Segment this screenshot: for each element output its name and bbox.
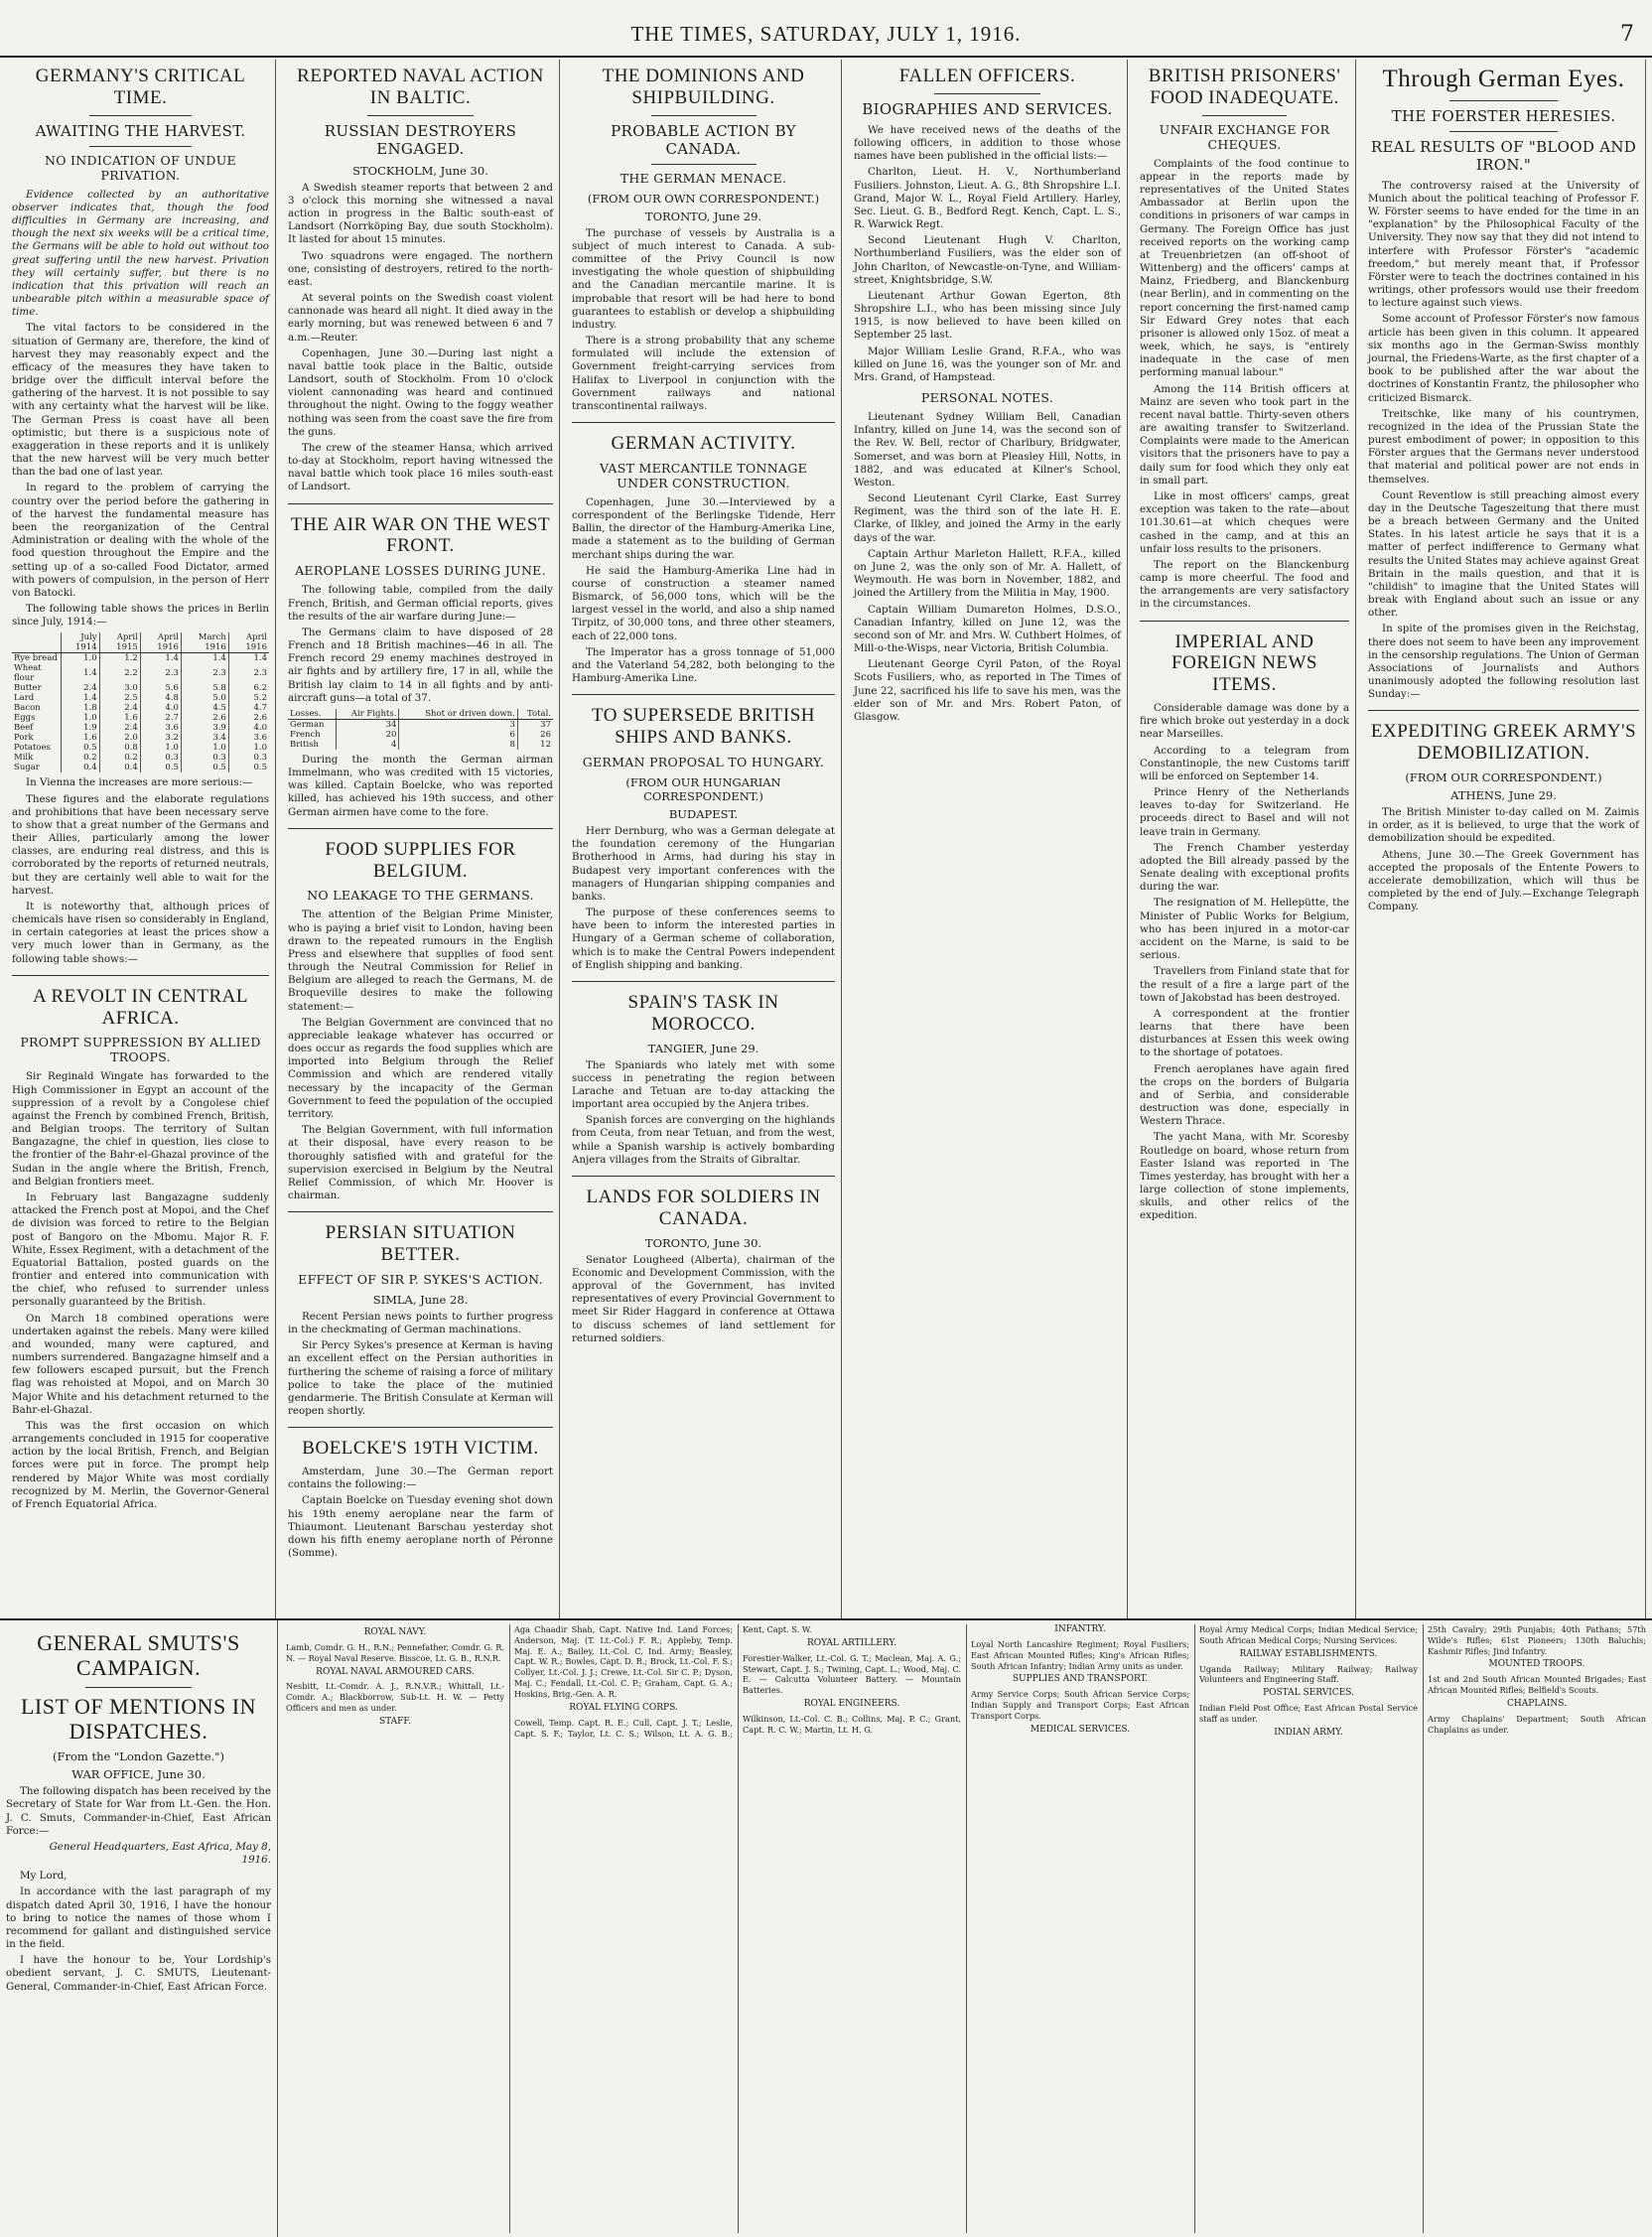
paragraph: In February last Bangazagne suddenly attacked the French post at Mopoi, and the Chef de division was forced to retire to the Belgian post of Bangoro on the Mbomu. Major R. F. White, Essex Regiment, with a detachment of the Equatorial Battalion, posted guards on the frontier and entered into communication with the chief, who refused to surrender unless personally guaranteed by the British. (12, 1191, 269, 1309)
subheadline: GERMAN PROPOSAL TO HUNGARY. (582, 755, 825, 770)
subheadline: PROBABLE ACTION BY CANADA. (611, 121, 796, 158)
subheadline: THE FOERSTER HERESIES. (1391, 106, 1616, 125)
paragraph: Captain Boelcke on Tuesday evening shot down his 19th enemy aeroplane near the farm of Thiaumont. Lieutenant Barschau yesterday shot down his fifth enemy aeroplane north of Péronne (Somme). (288, 1494, 553, 1560)
table-cell: 1.4 (181, 653, 228, 664)
salutation: My Lord, (20, 1870, 68, 1883)
table-cell: 26 (517, 730, 553, 740)
article-air-war (288, 514, 553, 829)
headline: FOOD SUPPLIES FOR BELGIUM. (325, 838, 516, 882)
mentions-section-title: INFANTRY. (1054, 1624, 1106, 1634)
table-cell: Bacon (14, 703, 41, 714)
paragraph: The Imperator has a gross tonnage of 51,000 and the Vaterland 54,282, both belonging to the Hamburg-Amerika Line. (572, 645, 835, 685)
column-5 (1134, 60, 1356, 1618)
masthead (0, 8, 1652, 58)
mentions-section (0, 1618, 1652, 2237)
headline: Through German Eyes. (1382, 66, 1625, 92)
paragraph: In accordance with the last paragraph of my dispatch dated April 30, 1916, I have the honour to bring to notice the names of those whom I recommend for gallant and distinguished service in the field. (6, 1886, 271, 1951)
headline: BOELCKE'S 19TH VICTIM. (302, 1438, 539, 1460)
paragraph: The attention of the Belgian Prime Minister, who is paying a brief visit to London, having been drawn to the repeated rumours in the English Press and elsewhere that supplies of food sent through the Neutral Commission for Relief in Belgium are alleged to reach the Germans, M. de Broqueville desires to make the following statement:— (288, 909, 553, 1013)
paragraph: Among the 114 British officers at Mainz are seven who took part in the recent naval battle. Thirty-seven others are awaiting transfer to Switzerland. Complaints were made to the American visitors that the prisoners have to pay a daily sum for food which they only eat in small part. (1140, 382, 1349, 487)
table-cell: 2.6 (181, 713, 228, 723)
table-cell: 3.2 (140, 733, 181, 743)
subheadline: RUSSIAN DESTROYERS ENGAGED. (324, 121, 517, 158)
dateline: SIMLA, June 28. (372, 1292, 469, 1307)
dateline: BUDAPEST. (668, 807, 739, 822)
table-cell: Pork (14, 733, 34, 744)
table-row (12, 653, 269, 664)
table-cell: 0.5 (62, 743, 99, 753)
mentions-section-title: RAILWAY ESTABLISHMENTS. (1239, 1648, 1378, 1659)
table-cell: 1.2 (99, 653, 140, 664)
headline: PERSIAN SITUATION BETTER. (325, 1222, 516, 1266)
mentions-names: Army Service Corps; South African Service Corps; Indian Supply and Transport Corps; East African Transport Corps. (971, 1689, 1189, 1721)
article-lands-soldiers (572, 1187, 835, 1354)
table-cell: 6 (399, 730, 517, 740)
table-cell: Lard (14, 693, 35, 704)
table-header-cell: Losses. (288, 709, 337, 720)
subheadline: AEROPLANE LOSSES DURING JUNE. (295, 563, 546, 579)
news-item: French aeroplanes have again fired the crops on the borders of Bulgaria and of Serbia, and considerable destruction was done, especially in Western Thrace. (1140, 1062, 1349, 1128)
source-line: (FROM OUR CORRESPONDENT.) (1405, 770, 1602, 785)
table-cell: 3.4 (181, 733, 228, 743)
subheadline: NO INDICATION OF UNDUE PRIVATION. (45, 152, 236, 183)
paragraph: Second Lieutenant Cyril Clarke, East Surrey Regiment, was the third son of the late H. E. Clarke, of Ilkley, and joined the Army in the early days of the war. (854, 492, 1121, 544)
subheadline: AWAITING THE HARVEST. (35, 121, 246, 140)
subheadline: VAST MERCANTILE TONNAGE UNDER CONSTRUCTION. (599, 460, 808, 490)
paragraph: The British Minister to-day called on M. Zaimis in order, as it is believed, to urge that the work of demobilization should be expedited. (1368, 806, 1639, 845)
mentions-names: 1st and 2nd South African Mounted Brigades; East African Mounted Rifles; Belfield's Scouts. (1428, 1674, 1646, 1696)
table-header-cell: Shot or driven down. (399, 709, 517, 720)
paragraph: Complaints of the food continue to appear in the reports made by representatives of the United States Ambassador at Berlin upon the conditions in prisoners of war camps in Germany. The Foreign Office has just received reports on the working camp at Treuenbrietzen (an off-shoot of Wittenberg) and the officers' camps at Mainz, Friedberg, and Blanckenburg (near Berlin), and in commenting on the report concerning the first-named camp Sir Edward Grey notes that each prisoner is allowed only 15oz. of meat a week, which, he says, is "entirely inadequate in the case of men performing manual labour." (1140, 157, 1349, 379)
table-cell: 4.0 (140, 703, 181, 713)
mentions-names: 25th Cavalry; 29th Punjabis; 40th Pathans; 57th Wilde's Rifles; 61st Pioneers; 130th Baluchis; Kashmir Rifles; Jind Infantry. (1428, 1624, 1646, 1656)
table-cell: 6.2 (228, 683, 269, 693)
paragraph: Lieutenant Arthur Gowan Egerton, 8th Shropshire L.I., who has been missing since July 1915, is now believed to have been killed on September 25 last. (854, 289, 1121, 342)
article-food-belgium (288, 839, 553, 1212)
headline: EXPEDITING GREEK ARMY'S DEMOBILIZATION. (1370, 721, 1637, 765)
news-item: The resignation of M. Hellepütte, the Minister of Public Works for Belgium, who has been injured in a motor-car accident on the Marne, is said to be serious. (1140, 897, 1349, 962)
paragraph: Spanish forces are converging on the highlands from Ceuta, from near Tetuan, and from the west, while a Spanish warship is actively bombarding Anjera villages from the Straits of Gibraltar. (572, 1114, 835, 1166)
mentions-section-title: CHAPLAINS. (1507, 1699, 1567, 1710)
table-cell: 1.0 (140, 743, 181, 753)
table-cell: 2.4 (62, 683, 99, 693)
table-cell: 2.0 (99, 733, 140, 743)
mentions-section-title: ROYAL NAVAL ARMOURED CARS. (316, 1666, 475, 1677)
mentions-names: Aga Chaadir Shah, Capt. Native Ind. Land Forces; Anderson, Maj. (T. Lt.-Col.) F. R.; Appleby, Temp. Maj. E. A.; Bailey, Lt.-Col. C. Ind. Army; Beasley, Capt. W. R.; Bowles, Capt. D. R.; Brock, Lt.-Col. F. S.; Collyer, Lt.-Col. J. J.; Crewe, Lt.-Col. Sir C. P.; Dyson, Maj. C.; Fendall, Lt.-Col. C. P.; Graham, Capt. G. A.; Hoskins, Brig.-Gen. A. R. (514, 1624, 733, 1699)
news-item: Considerable damage was done by a fire which broke out yesterday in a dock near Marseilles. (1140, 702, 1349, 741)
paragraph: Count Reventlow is still preaching almost every day in the Deutsche Tageszeitung that there must be a breach between Germany and the United States. In his latest article he says that it is a matter of perfect indifference to Germany what results the United States may achieve against Great Britain in the mails question, and that it is "childish" to imagine that the United States will break with England about such an issue or any other. (1368, 489, 1639, 620)
price-table (12, 632, 269, 772)
paragraph: In regard to the problem of carrying the country over the period before the gathering in of the harvest the fundamental measure has been the reorganization of the Central Administration or dealing with the whole of the food question throughout the Empire and the setting up of a so-called Food Dictator, armed with powers of compulsion, in the person of Herr von Batocki. (12, 482, 269, 599)
table-cell: 5.2 (228, 693, 269, 703)
table-cell: Wheat flour (14, 663, 42, 684)
table-cell: 2.3 (181, 663, 228, 683)
article-through-german-eyes (1368, 66, 1639, 711)
paragraph: This was the first occasion on which arrangements concluded in 1915 for cooperative action by the local British, French, and Belgian forces were put in force. The prompt help rendered by Major White was most cordially recognized by M. Merlin, the Governor-General of French Equatorial Africa. (12, 1419, 269, 1510)
article-revolt-central-africa (12, 986, 269, 1520)
table-cell: 3.0 (99, 683, 140, 693)
headline: GENERAL SMUTS'S CAMPAIGN. (37, 1630, 240, 1681)
headline: GERMANY'S CRITICAL TIME. (35, 66, 246, 108)
news-item: The yacht Mana, with Mr. Scoresby Routledge on board, whose return from Easter Island was reported in The Times yesterday, has brought with her a large collection of stone implements, skulls, and other relics of the expedition. (1140, 1131, 1349, 1222)
smuts-column (0, 1620, 278, 2237)
newspaper-title: THE TIMES, SATURDAY, JULY 1, 1916. (630, 22, 1022, 46)
paragraph: Some account of Professor Förster's now famous article has been given in this column. It appeared six months ago in the German-Swiss monthly journal, the Friedens-Warte, as the first chapter of a book to be published after the war about the doctrines of Konstantin Frantz, the philosopher who criticized Bismarck. (1368, 313, 1639, 404)
paragraph: Captain William Dumareton Holmes, D.S.O., Canadian Infantry, killed on June 12, was the second son of Mr. and Mrs. W. Cuthbert Holmes, of Mill-o-the-Wisps, near Victoria, British Columbia. (854, 603, 1121, 655)
subheadline: EFFECT OF SIR P. SYKES'S ACTION. (298, 1271, 543, 1287)
paragraph: He said the Hamburg-Amerika Line had in course of construction a steamer named Bismarck, of 56,000 tons, which will be the largest vessel in the world, and also a ship named Tirpitz, of 30,000 tons, and three other steamers, each of 22,000 tons. (572, 564, 835, 642)
page-number: 7 (1620, 22, 1634, 47)
article-greek-demobilization (1368, 721, 1639, 922)
mentions-names: Cowell, Temp. Capt. R. E.; Cull, Capt. J. T.; Leslie, Capt. S. F.; Taylor, Lt. C. S.; Wilson, Lt. A. G. B.; Kent, Capt. S. W. (514, 1624, 812, 1739)
table-cell: 3.6 (140, 723, 181, 733)
column-2 (282, 60, 560, 1618)
table-cell: 2.4 (99, 723, 140, 733)
headquarters-line: General Headquarters, East Africa, May 8, 1916. (49, 1840, 271, 1867)
subheadline: REAL RESULTS OF "BLOOD AND IRON." (1370, 137, 1637, 174)
table-cell: 0.5 (140, 763, 181, 772)
mentions-section-title: ROYAL ENGINEERS. (803, 1699, 900, 1710)
paragraph: Lieutenant George Cyril Paton, of the Royal Scots Fusiliers, who, as reported in The Times of June 22, sacrificed his life to save his men, was the elder son of Mr. and Mrs. Robert Paton, of Glasgow. (854, 658, 1121, 723)
paragraph: Major William Leslie Grand, R.F.A., who was killed on June 16, was the younger son of Mr. and Mrs. Grand, of Hampstead. (854, 345, 1121, 383)
paragraph: The following dispatch has been received by the Secretary of State for War from Lt.-Gen. the Hon. J. C. Smuts, Commander-in-Chief, East African Force:— (6, 1785, 271, 1837)
paragraph: Athens, June 30.—The Greek Government has accepted the proposals of the Entente Powers to accelerate demobilization, which will thus be completed by the end of July.—Exchange Telegraph Company. (1368, 848, 1639, 913)
table-row (288, 719, 553, 730)
table-row (12, 753, 269, 763)
paragraph: The purpose of these conferences seems to have been to inform the interested parties in Hungary of a German scheme of collaboration, which is to make the Central Powers independent of English shipping and banking. (572, 907, 835, 971)
column-4 (848, 60, 1128, 1618)
headline: THE AIR WAR ON THE WEST FRONT. (290, 513, 551, 557)
paragraph: Amsterdam, June 30.—The German report contains the following:— (288, 1466, 553, 1491)
article-boelcke (288, 1438, 553, 1569)
source-line: (FROM OUR HUNGARIAN CORRESPONDENT.) (625, 775, 781, 804)
table-cell: 12 (517, 740, 553, 750)
article-germany-critical-time (12, 66, 269, 976)
article-supersede-ships (572, 705, 835, 982)
paragraph: There is a strong probability that any scheme formulated will include the extension of Government freight-carrying services from Halifax to Liverpool in conjunction with the Government railways and national transcontinental railways. (572, 335, 835, 412)
dateline: ATHENS, June 29. (1450, 788, 1557, 803)
subheadline: NO LEAKAGE TO THE GERMANS. (307, 888, 534, 904)
headline: LANDS FOR SOLDIERS IN CANADA. (586, 1186, 821, 1229)
table-header-cell: April 1916 (140, 632, 181, 653)
headline: THE DOMINIONS AND SHIPBUILDING. (602, 66, 805, 108)
mentions-section-title: MEDICAL SERVICES. (1030, 1724, 1131, 1735)
headline: SPAIN'S TASK IN MOROCCO. (627, 991, 779, 1035)
paragraph: The crew of the steamer Hansa, which arrived to-day at Stockholm, report having witnessed the naval battle which took place 16 miles south-east of Landsort. (288, 441, 553, 493)
table-cell: 1.0 (62, 653, 99, 664)
paragraph: Sir Reginald Wingate has forwarded to the High Commissioner in Egypt an account of the suppression of a revolt by a Congolese chief against the French by combined French, British, and Belgian troops. The territory of Sultan Bangazagne, the chief in question, lies close to the frontier of the Bahr-el-Ghazal province of the Sudan in the angle where the British, French, and Belgian frontiers meet. (12, 1070, 269, 1188)
lead-paragraph: Evidence collected by an authoritative observer indicates that, though the food difficulties in Germany are increasing, and though the next six weeks will be a critical time, the Germans will be able to hold out without too great suffering until the new harvest. Privation they will certainly suffer, but there is no indication that this privation will reach an unbearable pitch within a measurable space of time. (12, 188, 269, 319)
headline: TO SUPERSEDE BRITISH SHIPS AND BANKS. (591, 705, 815, 749)
paragraph: These figures and the elaborate regulations and prohibitions that have been necessary serve to show that a great number of the Germans and their Allies, particularly among the lower classes, are enduring real distress, and this is corroborated by the reports of returned neutrals, but they are certainly well able to wait for the harvest. (12, 792, 269, 897)
table-cell: 0.5 (228, 763, 269, 772)
paragraph: Two squadrons were engaged. The northern one, consisting of destroyers, retired to the north-east. (288, 249, 553, 288)
headline: REPORTED NAVAL ACTION IN BALTIC. (297, 66, 544, 108)
table-header-cell: Air Fights. (337, 709, 399, 720)
table-cell: 2.3 (140, 663, 181, 683)
mentions-names: Wilkinson, Lt.-Col. C. B.; Collins, Maj. P. C.; Grant, Capt. R. C. W.; Martin, Lt. H. G. (743, 1713, 961, 1735)
dateline: TORONTO, June 30. (644, 1235, 762, 1250)
headline: IMPERIAL AND FOREIGN NEWS ITEMS. (1171, 630, 1317, 696)
paragraph: The vital factors to be considered in the situation of Germany are, therefore, the kind of harvest they may reasonably expect and the efficacy of the measures they have taken to bridge over the difficult interval before the gathering of the harvest. It is not possible to say with any certainty what the harvest will be like. The German Press is coast have all been optimistic, but there is a suspicious note of exaggeration in these reports and it is unlikely that the new harvest will be very much better than the bad one of last year. (12, 322, 269, 479)
paragraph: Like in most officers' camps, great exception was taken to the rate—about 101.30.61—at which cheques were cashed in the camp, and at this an unfair loss results to the prisoners. (1140, 489, 1349, 555)
subheadline: THE GERMAN MENACE. (620, 170, 787, 186)
table-cell: 1.4 (140, 653, 181, 664)
table-cell: 1.0 (62, 713, 99, 723)
mentions-names: Army Chaplains' Department; South African Chaplains as under. (1428, 1713, 1646, 1735)
dateline: TANGIER, June 29. (647, 1041, 759, 1055)
table-cell: Sugar (14, 763, 40, 773)
table-cell: Butter (14, 683, 42, 694)
paragraph: Copenhagen, June 30.—Interviewed by a correspondent of the Berlingske Tidende, Herr Ballin, the director of the Hamburg-Amerika Line, made a statement as to the building of German merchant ships during the war. (572, 495, 835, 561)
table-cell: French (290, 729, 321, 740)
paragraph: We have received news of the deaths of the following officers, in addition to those whose names have been published in the official lists:— (854, 123, 1121, 163)
dateline: TORONTO, June 29. (644, 209, 762, 223)
table-cell: 1.0 (228, 743, 269, 753)
table-cell: Milk (14, 753, 34, 764)
table-cell: 0.3 (140, 753, 181, 763)
table-cell: Beef (14, 723, 34, 734)
table-row (12, 693, 269, 703)
subheadline: PROMPT SUPPRESSION BY ALLIED TROOPS. (20, 1035, 261, 1065)
paragraph: The purchase of vessels by Australia is a subject of much interest to Canada. A sub-committee of the Privy Council is now investigating the whole question of shipbuilding and the Canadian mercantile marine. It is improbable that resort will be had here to bond guarantees to establish or develop a shipbuilding industry. (572, 226, 835, 331)
mentions-names: Forestier-Walker, Lt.-Col. G. T.; Maclean, Maj. A. G.; Stewart, Capt. J. S.; Twining, Capt. L.; Wood, Maj. C. E. — Calcutta Volunteer Battery. — Mountain Batteries. (743, 1652, 961, 1696)
table-cell: 2.3 (228, 663, 269, 683)
table-cell: 34 (337, 719, 399, 730)
paragraph: The Belgian Government, with full information at their disposal, have every reason to be thoroughly satisfied with and grateful for the supervision exercised in Belgium by the Neutral Relief Commission, of which Mr. Hoover is chairman. (288, 1124, 553, 1202)
table-cell: 4.5 (181, 703, 228, 713)
table-cell: 8 (399, 740, 517, 750)
paragraph: The following table shows the prices in Berlin since July, 1914:— (12, 603, 269, 629)
mentions-section-title: SUPPLIES AND TRANSPORT. (1012, 1674, 1149, 1685)
mentions-names: Loyal North Lancashire Regiment; Royal Fusiliers; East African Mounted Rifles; King's African Rifles; South African Infantry; Indian Army units as under. (971, 1638, 1189, 1671)
table-cell: 2.5 (99, 693, 140, 703)
paragraph: Copenhagen, June 30.—During last night a naval battle took place in the Baltic, outside Landsort, south of Stockholm. From 10 o'clock violent cannonading was heard and continued throughout the night. Owing to the foggy weather nothing was seen from the coast save the fire from the guns. (288, 347, 553, 438)
paragraph: Lieutenant Sydney William Bell, Canadian Infantry, killed on June 14, was the second son of the Rev. W. Bell, rector of Charlbury, Bridgwater, Somerset, and was born at Pleasley Hill, Notts, in 1882, and was educated at Kilner's School, Weston. (854, 411, 1121, 489)
table-cell: 1.6 (99, 713, 140, 723)
article-spain-morocco (572, 992, 835, 1177)
dateline: WAR OFFICE, June 30. (71, 1767, 206, 1782)
paragraph: Treitschke, like many of his countrymen, recognized in the idea of the Prussian State the purest embodiment of power; in opposition to this Förster argues that the Germans never understood that material and political power are not ends in themselves. (1368, 407, 1639, 486)
table-row (12, 703, 269, 713)
table-cell: 0.5 (181, 763, 228, 772)
table-cell: German (290, 719, 325, 730)
source-line: (FROM OUR OWN CORRESPONDENT.) (587, 191, 820, 206)
table-cell: 1.6 (62, 733, 99, 743)
mentions-section-title: ROYAL ARTILLERY. (806, 1637, 897, 1648)
table-row (12, 733, 269, 743)
paragraph: The Germans claim to have disposed of 28 French and 18 British machines—46 in all. The French record 29 enemy machines destroyed in air fights and by artillery fire, 17 in all, while the British lay claim to 14 in all fights and by anti-aircraft guns—a total of 37. (288, 626, 553, 704)
table-row (12, 663, 269, 683)
table-cell: 3 (399, 719, 517, 730)
table-header-cell (12, 632, 62, 653)
table-row (288, 740, 553, 750)
paragraph: Senator Lougheed (Alberta), chairman of the Economic and Development Commission, with the approval of the Government, has invited representatives of every Provincial Government to meet Sir Rider Haggard in conference at Ottawa to discuss schemes of land settlement for returned soldiers. (572, 1253, 835, 1344)
news-item: The French Chamber yesterday adopted the Bill already passed by the Senate dealing with exceptional profits during the war. (1140, 841, 1349, 894)
paragraph: Recent Persian news points to further progress in the checkmating of German machinations. (288, 1310, 553, 1336)
news-item: A correspondent at the frontier learns that there have been disturbances at Essen this week owing to the shortage of potatoes. (1140, 1007, 1349, 1059)
table-row (12, 723, 269, 733)
paragraph: The Spaniards who lately met with some success in penetrating the region between Larache and Tetuan are to-day attacking the important area occupied by the Anjera tribes. (572, 1058, 835, 1111)
table-cell: 5.6 (140, 683, 181, 693)
table-cell: 4.0 (228, 723, 269, 733)
paragraph: In spite of the promises given in the Reichstag, there does not seem to have been any improvement in the censorship regulations. The Union of German Associations of Journalists and Authors unanimously adopted the following resolution last Sunday:— (1368, 623, 1639, 701)
paragraph: The controversy raised at the University of Munich about the political teaching of Professor F. W. Förster seems to have ended for the time in an "explanation" by the Philosophical Faculty of the University. They now say that they did not intend to interfere with Professor Förster's "academic freedom," but merely meant that, if Professor Förster were to teach the doctrines contained in his writings, other professors would use their freedom to lecture against such views. (1368, 179, 1639, 310)
paragraph: The following table, compiled from the daily French, British, and German official reports, gives the results of the air warfare during June:— (288, 584, 553, 623)
paragraph: Second Lieutenant Hugh V. Charlton, Northumberland Fusiliers, was the elder son of John Charlton, of Newcastle-on-Tyne, and William-street, Knightsbridge, S.W. (854, 234, 1121, 286)
paragraph: Captain Arthur Marleton Hallett, R.F.A., killed on June 2, was the only son of Mr. A. Hallett, of Weymouth. He was born in November, 1882, and joined the Artillery from the Militia in May, 1900. (854, 547, 1121, 600)
table-header-cell: July 1914 (62, 632, 99, 653)
table-cell: 2.6 (228, 713, 269, 723)
article-fallen-officers (854, 66, 1121, 733)
news-item: Prince Henry of the Netherlands leaves to-day for Switzerland. He proceeds direct to Basel and will not leave train in Germany. (1140, 786, 1349, 838)
mentions-section-title: ROYAL FLYING CORPS. (569, 1702, 678, 1713)
table-header-cell: April 1915 (99, 632, 140, 653)
table-cell: 1.8 (62, 703, 99, 713)
table-cell: Rye bread (14, 653, 58, 664)
news-item: According to a telegram from Constantinople, the new Customs tariff will be enforced on September 14. (1140, 744, 1349, 782)
officer-list: Charlton, Lieut. H. V., Northumberland Fusiliers. Johnston, Lieut. A. G., 8th Shropshire L.I. Grand, Major W. L., Royal Field Artillery. Harley, Sec. Lieut. G. B., Bedford Regt. Kench, Capt. L. S., R. Warwick Regt. (854, 166, 1121, 231)
article-persian-situation (288, 1222, 553, 1428)
table-row (288, 730, 553, 740)
paragraph: At several points on the Swedish coast violent cannonade was heard all night. It died away in the early morning, but was renewed between 6 and 7 a.m.—Reuter. (288, 292, 553, 344)
table-cell: 2.7 (140, 713, 181, 723)
column-1 (6, 60, 276, 1618)
table-cell: 0.4 (99, 763, 140, 772)
headline: A REVOLT IN CENTRAL AFRICA. (33, 985, 248, 1029)
paragraph: The report on the Blanckenburg camp is more cheerful. The food and the arrangements are very satisfactory in the circumstances. (1140, 558, 1349, 611)
signature: I have the honour to be, Your Lordship's obedient servant, J. C. SMUTS, Lieutenant-General, Commander-in-Chief, East African Force. (6, 1954, 271, 1993)
table-cell: 3.6 (228, 733, 269, 743)
table-cell: 4.8 (140, 693, 181, 703)
paragraph: On March 18 combined operations were undertaken against the rebels. Many were killed and wounded, many were captured, and numbers surrendered. Bangazagne himself and a few followers escaped pursuit, but the French flag was rehoisted at Mopoi, and on March 30 Major White and his detachment returned to the Bahr-el-Ghazal. (12, 1312, 269, 1416)
headline: FALLEN OFFICERS. (898, 66, 1076, 86)
subheadline: BIOGRAPHIES AND SERVICES. (862, 99, 1113, 118)
table-cell: 5.0 (181, 693, 228, 703)
headline: BRITISH PRISONERS' FOOD INADEQUATE. (1148, 66, 1341, 108)
mentions-section-title: MOUNTED TROOPS. (1488, 1659, 1585, 1670)
subheadline: PERSONAL NOTES. (920, 390, 1054, 406)
article-dominions-shipbuilding (572, 66, 835, 423)
table-cell: 0.3 (228, 753, 269, 763)
mentions-names: Lamb, Comdr. G. H., R.N.; Pennefather, Comdr. G. R. N. — Royal Naval Reserve. Bisscoe, Lt. G. B., R.N.R. (286, 1641, 504, 1663)
paragraph: A Swedish steamer reports that between 2 and 3 o'clock this morning she witnessed a naval action in progress in the Baltic south-east of Landsort (Norrköping Bay, due south Stockholm). It lasted for about 15 minutes. (288, 181, 553, 246)
mentions-list (280, 1620, 1652, 2237)
paragraph: Herr Dernburg, who was a German delegate at the foundation ceremony of the Hungarian Brotherhood in Arms, had during his stay in Budapest very important conferences with the managers of Hungarian shipping companies and banks. (572, 825, 835, 903)
table-cell: Potatoes (14, 743, 51, 754)
news-item: Travellers from Finland state that for the result of a fire a large part of the town of Jakobstad has been destroyed. (1140, 965, 1349, 1004)
table-cell: 0.3 (181, 753, 228, 763)
mentions-names: Uganda Railway; Military Railway; Railway Volunteers and Engineering Staff. (1199, 1663, 1418, 1685)
table-cell: 5.8 (181, 683, 228, 693)
table-cell: 1.0 (181, 743, 228, 753)
column-3 (566, 60, 842, 1618)
mentions-section-title: INDIAN ARMY. (1274, 1727, 1343, 1738)
table-cell: 4.7 (228, 703, 269, 713)
table-row (12, 683, 269, 693)
table-cell: 4 (337, 740, 399, 750)
table-cell: 0.8 (99, 743, 140, 753)
table-header-cell: Total. (517, 709, 553, 720)
mentions-section-title: STAFF. (378, 1716, 412, 1727)
article-german-activity (572, 433, 835, 695)
article-prisoners-food (1140, 66, 1349, 622)
subheadline: UNFAIR EXCHANGE FOR CHEQUES. (1159, 121, 1330, 152)
table-cell: 2.2 (99, 663, 140, 683)
table-header-cell: March 1916 (181, 632, 228, 653)
air-losses-table (288, 709, 553, 750)
table-cell: 20 (337, 730, 399, 740)
table-cell: 2.4 (99, 703, 140, 713)
mentions-names: Indian Field Post Office; East African Postal Service staff as under. (1199, 1703, 1418, 1724)
mentions-names: Nesbitt, Lt.-Comdr. A. J., R.N.V.R.; Whittall, Lt.-Comdr. A.; Blackborrow, Sub-Lt. H. W. — Petty Officers and men as under. (286, 1681, 504, 1714)
headline: LIST OF MENTIONS IN DISPATCHES. (20, 1693, 257, 1744)
paragraph: The Belgian Government are convinced that no appreciable leakage whatever has occurred or does occur as regards the food supplies which are imported into Belgium through the Relief Commission and which are rendered vitally necessary by the incapacity of the German Government to feed the population of the occupied territory. (288, 1016, 553, 1120)
headline: GERMAN ACTIVITY. (611, 433, 796, 455)
article-imperial-foreign-news (1140, 631, 1349, 1232)
table-cell: British (290, 739, 319, 750)
table-cell: 1.4 (228, 653, 269, 664)
table-row (12, 743, 269, 753)
paragraph: It is noteworthy that, although prices of chemicals have risen so considerably in England, in certain categories at least the prices show a very much lower than in Germany, as the following table shows:— (12, 900, 269, 965)
article-naval-action (288, 66, 553, 504)
table-cell: 3.9 (181, 723, 228, 733)
table-cell: 1.9 (62, 723, 99, 733)
paragraph: During the month the German airman Immelmann, who was credited with 15 victories, was killed. Captain Boelcke, who was reported killed, has achieved his 19th success, and other German airmen have come to the fore. (288, 753, 553, 818)
mentions-names: Royal Army Medical Corps; Indian Medical Service; South African Medical Corps; Nursing Services. (1199, 1624, 1418, 1645)
table-cell: Eggs (14, 713, 36, 724)
paragraph: Sir Percy Sykes's presence at Kerman is having an excellent effect on the Persian authorities in furthering the scheme of raising a force of military police to take the place of the mutinied gendarmerie. The British Consulate at Kerman will reopen shortly. (288, 1339, 553, 1418)
table-header-cell: April 1916 (228, 632, 269, 653)
table-cell: 1.4 (62, 693, 99, 703)
mentions-section-title: POSTAL SERVICES. (1263, 1688, 1354, 1699)
table-cell: 0.2 (62, 753, 99, 763)
table-cell: 0.4 (62, 763, 99, 772)
table-cell: 1.4 (62, 663, 99, 683)
column-6 (1362, 60, 1646, 1618)
paragraph: In Vienna the increases are more serious:— (26, 776, 253, 789)
table-cell: 0.2 (99, 753, 140, 763)
mentions-section-title: ROYAL NAVY. (363, 1627, 427, 1637)
table-row (12, 713, 269, 723)
table-row (12, 763, 269, 772)
dateline: STOCKHOLM, June 30. (352, 163, 488, 178)
source-line: (From the "London Gazette.") (53, 1749, 224, 1764)
table-cell: 37 (517, 719, 553, 730)
